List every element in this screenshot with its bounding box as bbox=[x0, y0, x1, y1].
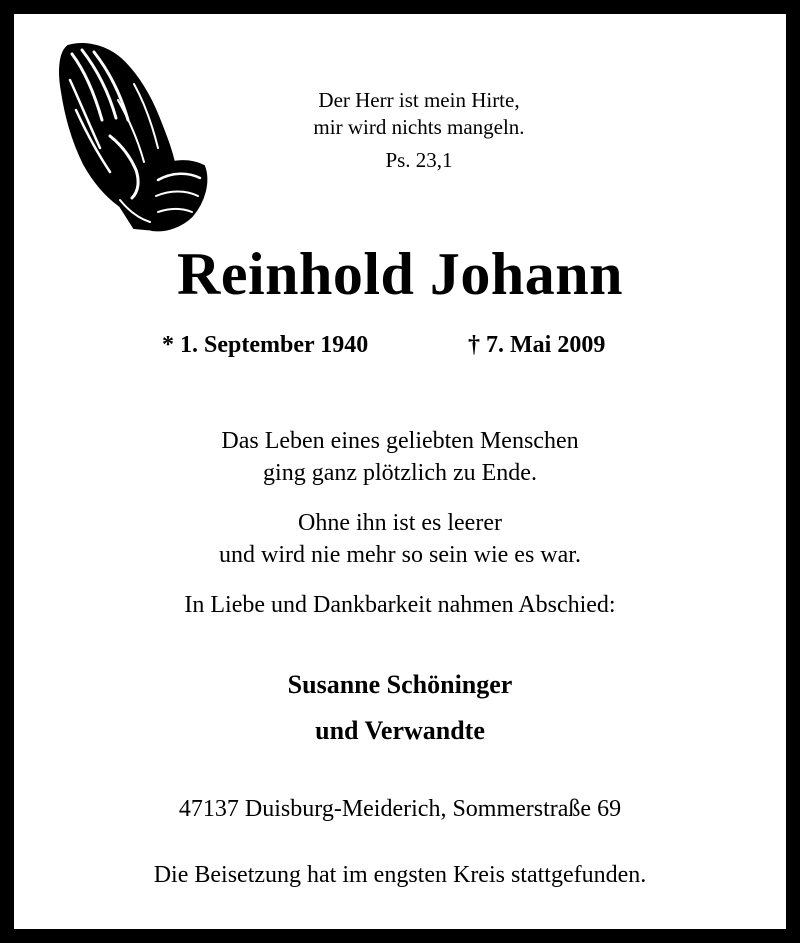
address: 47137 Duisburg-Meiderich, Sommerstraße 69 bbox=[178, 796, 622, 822]
praying-hands-icon bbox=[54, 40, 210, 234]
verse-line-2: mir wird nichts mangeln. bbox=[313, 115, 525, 139]
text-paragraph-2-line-1: Ohne ihn ist es leerer bbox=[298, 510, 502, 536]
verse-reference: Ps. 23,1 bbox=[385, 148, 453, 172]
deceased-name: Reinhold Johann bbox=[176, 241, 623, 307]
death-date: † 7. Mai 2009 bbox=[468, 332, 606, 358]
verse-line-1: Der Herr ist mein Hirte, bbox=[318, 88, 520, 112]
farewell-line: In Liebe und Dankbarkeit nahmen Abschied: bbox=[184, 592, 616, 618]
birth-date: * 1. September 1940 bbox=[162, 332, 369, 358]
burial-note: Die Beisetzung hat im engsten Kreis stattgefunden. bbox=[153, 862, 647, 888]
text-paragraph-1-line-2: ging ganz plötzlich zu Ende. bbox=[263, 460, 537, 486]
text-paragraph-2-line-2: und wird nie mehr so sein wie es war. bbox=[219, 542, 581, 568]
text-paragraph-1-line-1: Das Leben eines geliebten Menschen bbox=[221, 428, 579, 454]
mourner-relatives: und Verwandte bbox=[315, 716, 485, 745]
mourner-name: Susanne Schöninger bbox=[287, 670, 513, 699]
